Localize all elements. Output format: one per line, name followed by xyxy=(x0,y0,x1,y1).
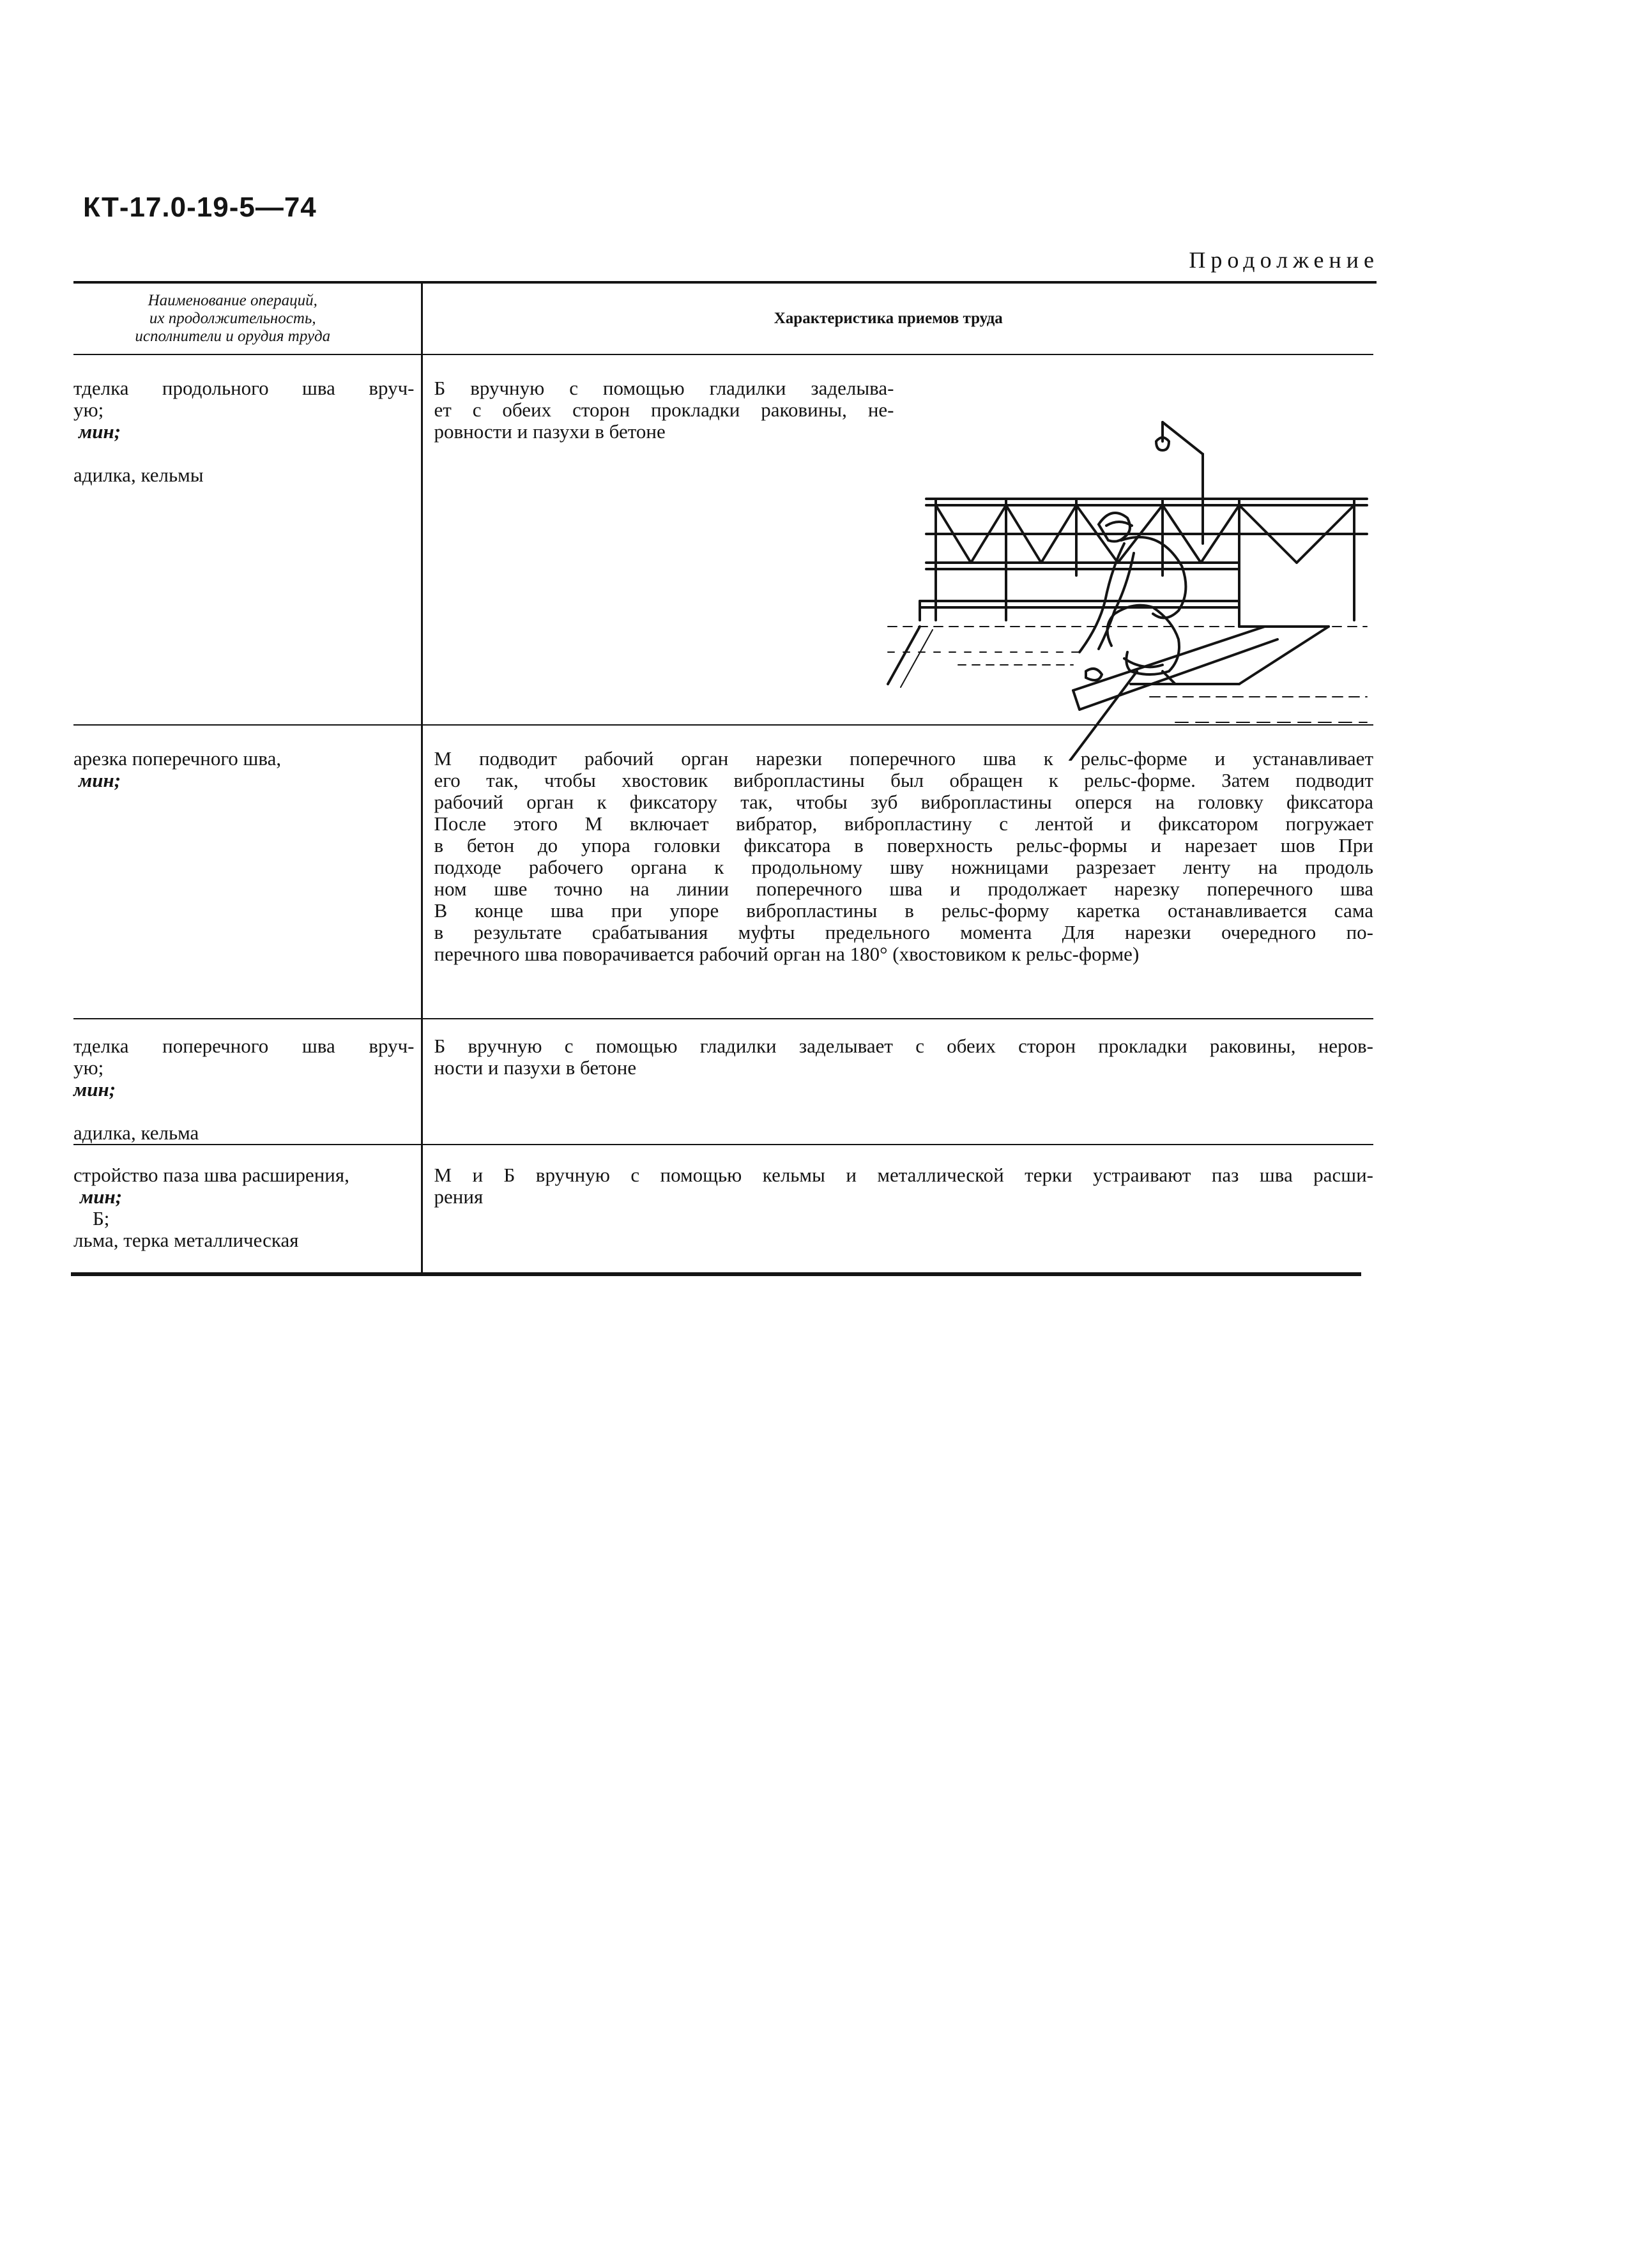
table-row xyxy=(73,354,1373,725)
worker-illustration xyxy=(881,416,1373,761)
operation-cell: тделка продольного шва вруч- ую; мин; адилка, кельмы xyxy=(73,354,422,725)
table-row xyxy=(73,1145,1373,1272)
operation-cell: стройство паза шва расширения, мин; Б; льма, терка металлическая xyxy=(73,1145,422,1272)
operation-cell: тделка поперечного шва вруч- ую; мин; адилка, кельма xyxy=(73,1019,422,1145)
table-row xyxy=(73,725,1373,1019)
operations-table xyxy=(73,281,1377,1276)
operation-cell: арезка поперечного шва, мин; xyxy=(73,725,422,1019)
description-cell: М и Б вручную с помощью кельмы и металлической терки устраивают паз шва расши- рения xyxy=(434,1164,1373,1208)
col1-header: Наименование операций, их продолжительность, исполнители и орудия труда xyxy=(73,284,422,354)
description-cell: Б вручную с помощью гладилки заделывает с обеих сторон прокладки раковины, неров- ности и пазухи в бетоне xyxy=(422,1019,1373,1145)
description-cell: Б вручную с помощью гладилки заделыва- ет с обеих сторон прокладки раковины, не- ровности и пазухи в бетоне xyxy=(422,354,1373,725)
col2-header: Характеристика приемов труда xyxy=(422,284,1373,354)
continuation-label: Продолжение xyxy=(1189,247,1379,273)
table-bottom-rule xyxy=(71,1272,1361,1276)
description-cell: М подводит рабочий орган нарезки поперечного шва к рельс-форме и устанавливает его так, чтобы хвостовик вибропластины был обращен к рельс-форме. Затем подводит рабочий орган к фиксатору так, чтобы зуб вибропластины оперся на головку фиксатора После этого М включает вибратор, вибропластину с лентой и фиксатором погружает в бетон до упора головки фиксатора в поверхность рельс-формы и нарезает шов При подходе рабочего органа к продольному шву ножницами разрезает ленту на продоль ном шве точно на линии поперечного шва и продолжает нарезку поперечного шва В конце шва при упоре вибропластины в рельс-форму каретка останавливается сама в результате срабатывания муфты предельного момента Для нарезки очередного по- перечного шва поворачивается рабочий орган на 180° (хвостовиком к рельс-форме) xyxy=(422,725,1373,1019)
document-code: КТ-17.0-19-5—74 xyxy=(83,192,317,223)
table-row xyxy=(73,1019,1373,1145)
